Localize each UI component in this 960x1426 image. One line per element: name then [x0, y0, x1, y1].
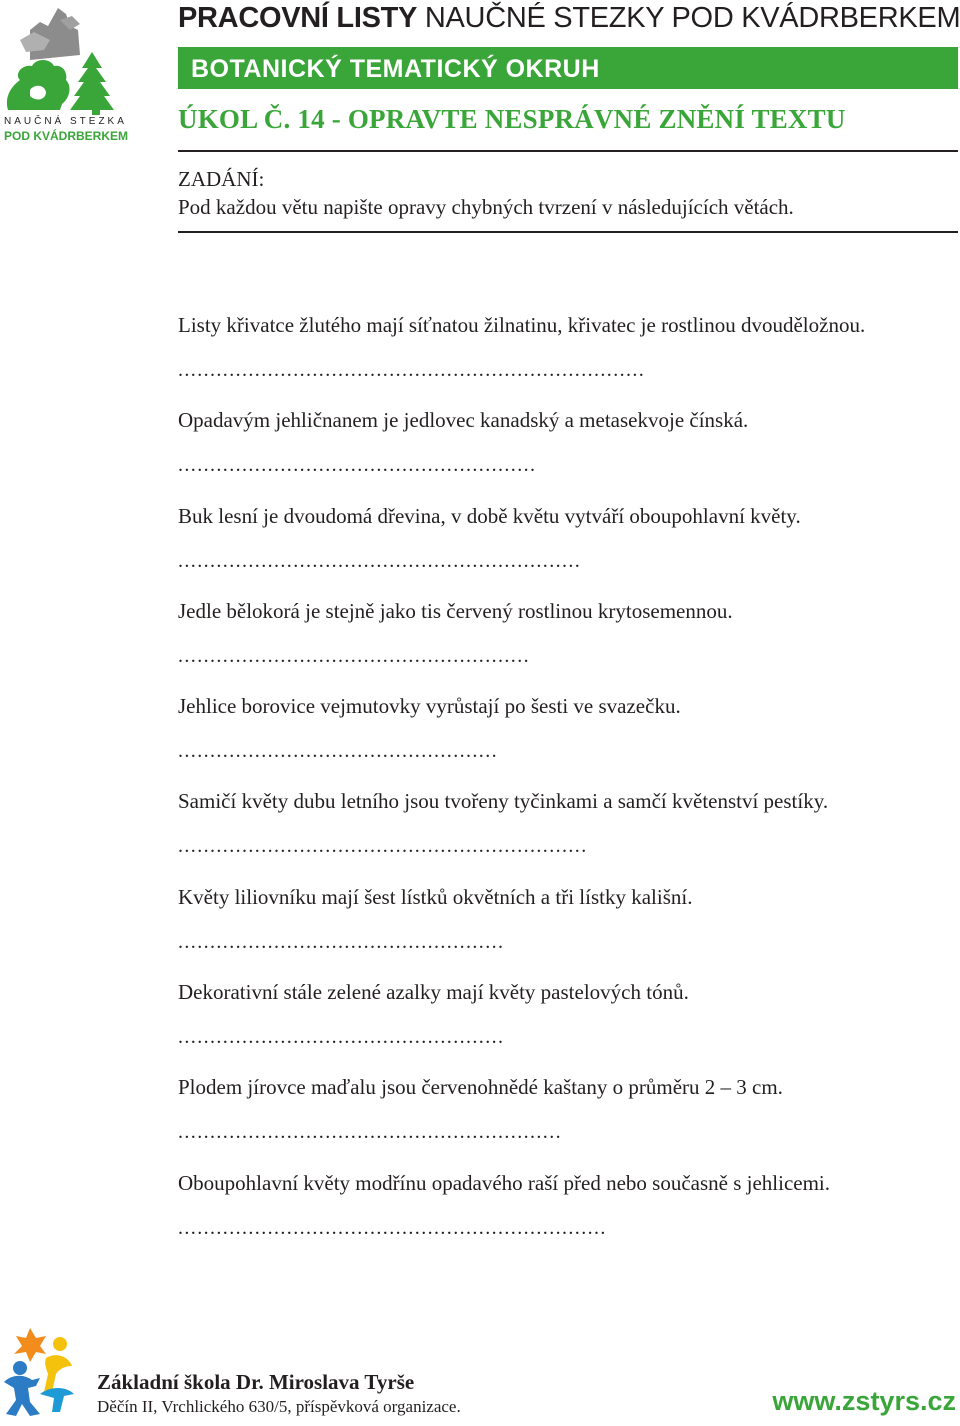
exercise-sentence: Oboupohlavní květy modřínu opadavého raší před nebo současně s jehlicemi.	[178, 1170, 831, 1195]
answer-line[interactable]: ........................................................	[178, 454, 537, 477]
exercise-sentence: Jehlice borovice vejmutovky vyrůstají po šesti ve svazečku.	[178, 694, 681, 719]
logo-line-1: NAUČNÁ STEZKA	[4, 116, 127, 127]
exercise-sentence: Květy liliovníku mají šest lístků okvětních a tři lístky kališní.	[178, 884, 693, 909]
exercise-item	[178, 1171, 958, 1266]
page-title-rest: NAUČNÉ STEZKY POD KVÁDRBERKEM	[417, 2, 960, 34]
exercise-item	[178, 789, 958, 884]
divider-top	[178, 150, 958, 152]
exercise-sentence: Samičí květy dubu letního jsou tvořeny tyčinkami a samčí květenství pestíky.	[178, 789, 829, 814]
answer-line[interactable]: ............................................................	[178, 1121, 562, 1144]
exercise-item	[178, 980, 958, 1075]
school-address: Děčín II, Vrchlického 630/5, příspěvková organizace.	[97, 1397, 461, 1416]
exercise-item	[178, 504, 958, 599]
exercise-item	[178, 694, 958, 789]
exercise-sentence: Dekorativní stále zelené azalky mají květy pastelových tónů.	[178, 980, 689, 1005]
exercise-sentence: Jedle bělokorá je stejně jako tis červený rostlinou krytosemennou.	[178, 598, 733, 623]
topic-band: BOTANICKÝ TEMATICKÝ OKRUH	[178, 47, 958, 89]
answer-line[interactable]: ................................................................	[178, 835, 588, 858]
trail-logo-icon	[0, 0, 130, 115]
page-title	[178, 2, 960, 35]
exercise-list	[178, 313, 958, 1266]
answer-line[interactable]: .........................................................................	[178, 359, 646, 381]
assignment-label: ZADÁNÍ:	[178, 167, 265, 191]
school-logo	[0, 1322, 80, 1421]
answer-line[interactable]: .......................................................	[178, 644, 530, 667]
exercise-item	[178, 885, 958, 980]
trail-logo	[0, 0, 130, 150]
exercise-sentence: Opadavým jehličnanem je jedlovec kanadský a metasekvoje čínská.	[178, 408, 749, 433]
assignment-text: Pod každou větu napište opravy chybných tvrzení v následujících větách.	[178, 195, 794, 219]
page-title-bold: PRACOVNÍ LISTY	[178, 2, 418, 34]
exercise-item	[178, 408, 958, 503]
school-logo-icon	[0, 1322, 80, 1421]
answer-line[interactable]: ...................................................	[178, 1026, 505, 1049]
exercise-item	[178, 313, 958, 408]
website-link[interactable]: www.zstyrs.cz	[772, 1386, 956, 1416]
exercise-sentence: Plodem jírovce maďalu jsou červenohnědé kaštany o průměru 2 – 3 cm.	[178, 1075, 783, 1100]
exercise-item	[178, 599, 958, 694]
logo-line-2: POD KVÁDRBERKEM	[4, 129, 129, 143]
task-title: ÚKOL Č. 14 - OPRAVTE NESPRÁVNÉ ZNĚNÍ TEXTU	[178, 104, 846, 134]
answer-line[interactable]: ..................................................	[178, 740, 498, 763]
answer-line[interactable]: ...................................................................	[178, 1216, 607, 1239]
divider-bottom	[178, 231, 958, 233]
answer-line[interactable]: ...............................................................	[178, 549, 582, 572]
exercise-item	[178, 1075, 958, 1170]
answer-line[interactable]: ...................................................	[178, 930, 505, 953]
school-name: Základní škola Dr. Miroslava Tyrše	[97, 1370, 415, 1394]
exercise-sentence: Listy křivatce žlutého mají síťnatou žilnatinu, křivatec je rostlinou dvouděložnou.	[178, 313, 866, 337]
exercise-sentence: Buk lesní je dvoudomá dřevina, v době květu vytváří oboupohlavní květy.	[178, 503, 801, 528]
